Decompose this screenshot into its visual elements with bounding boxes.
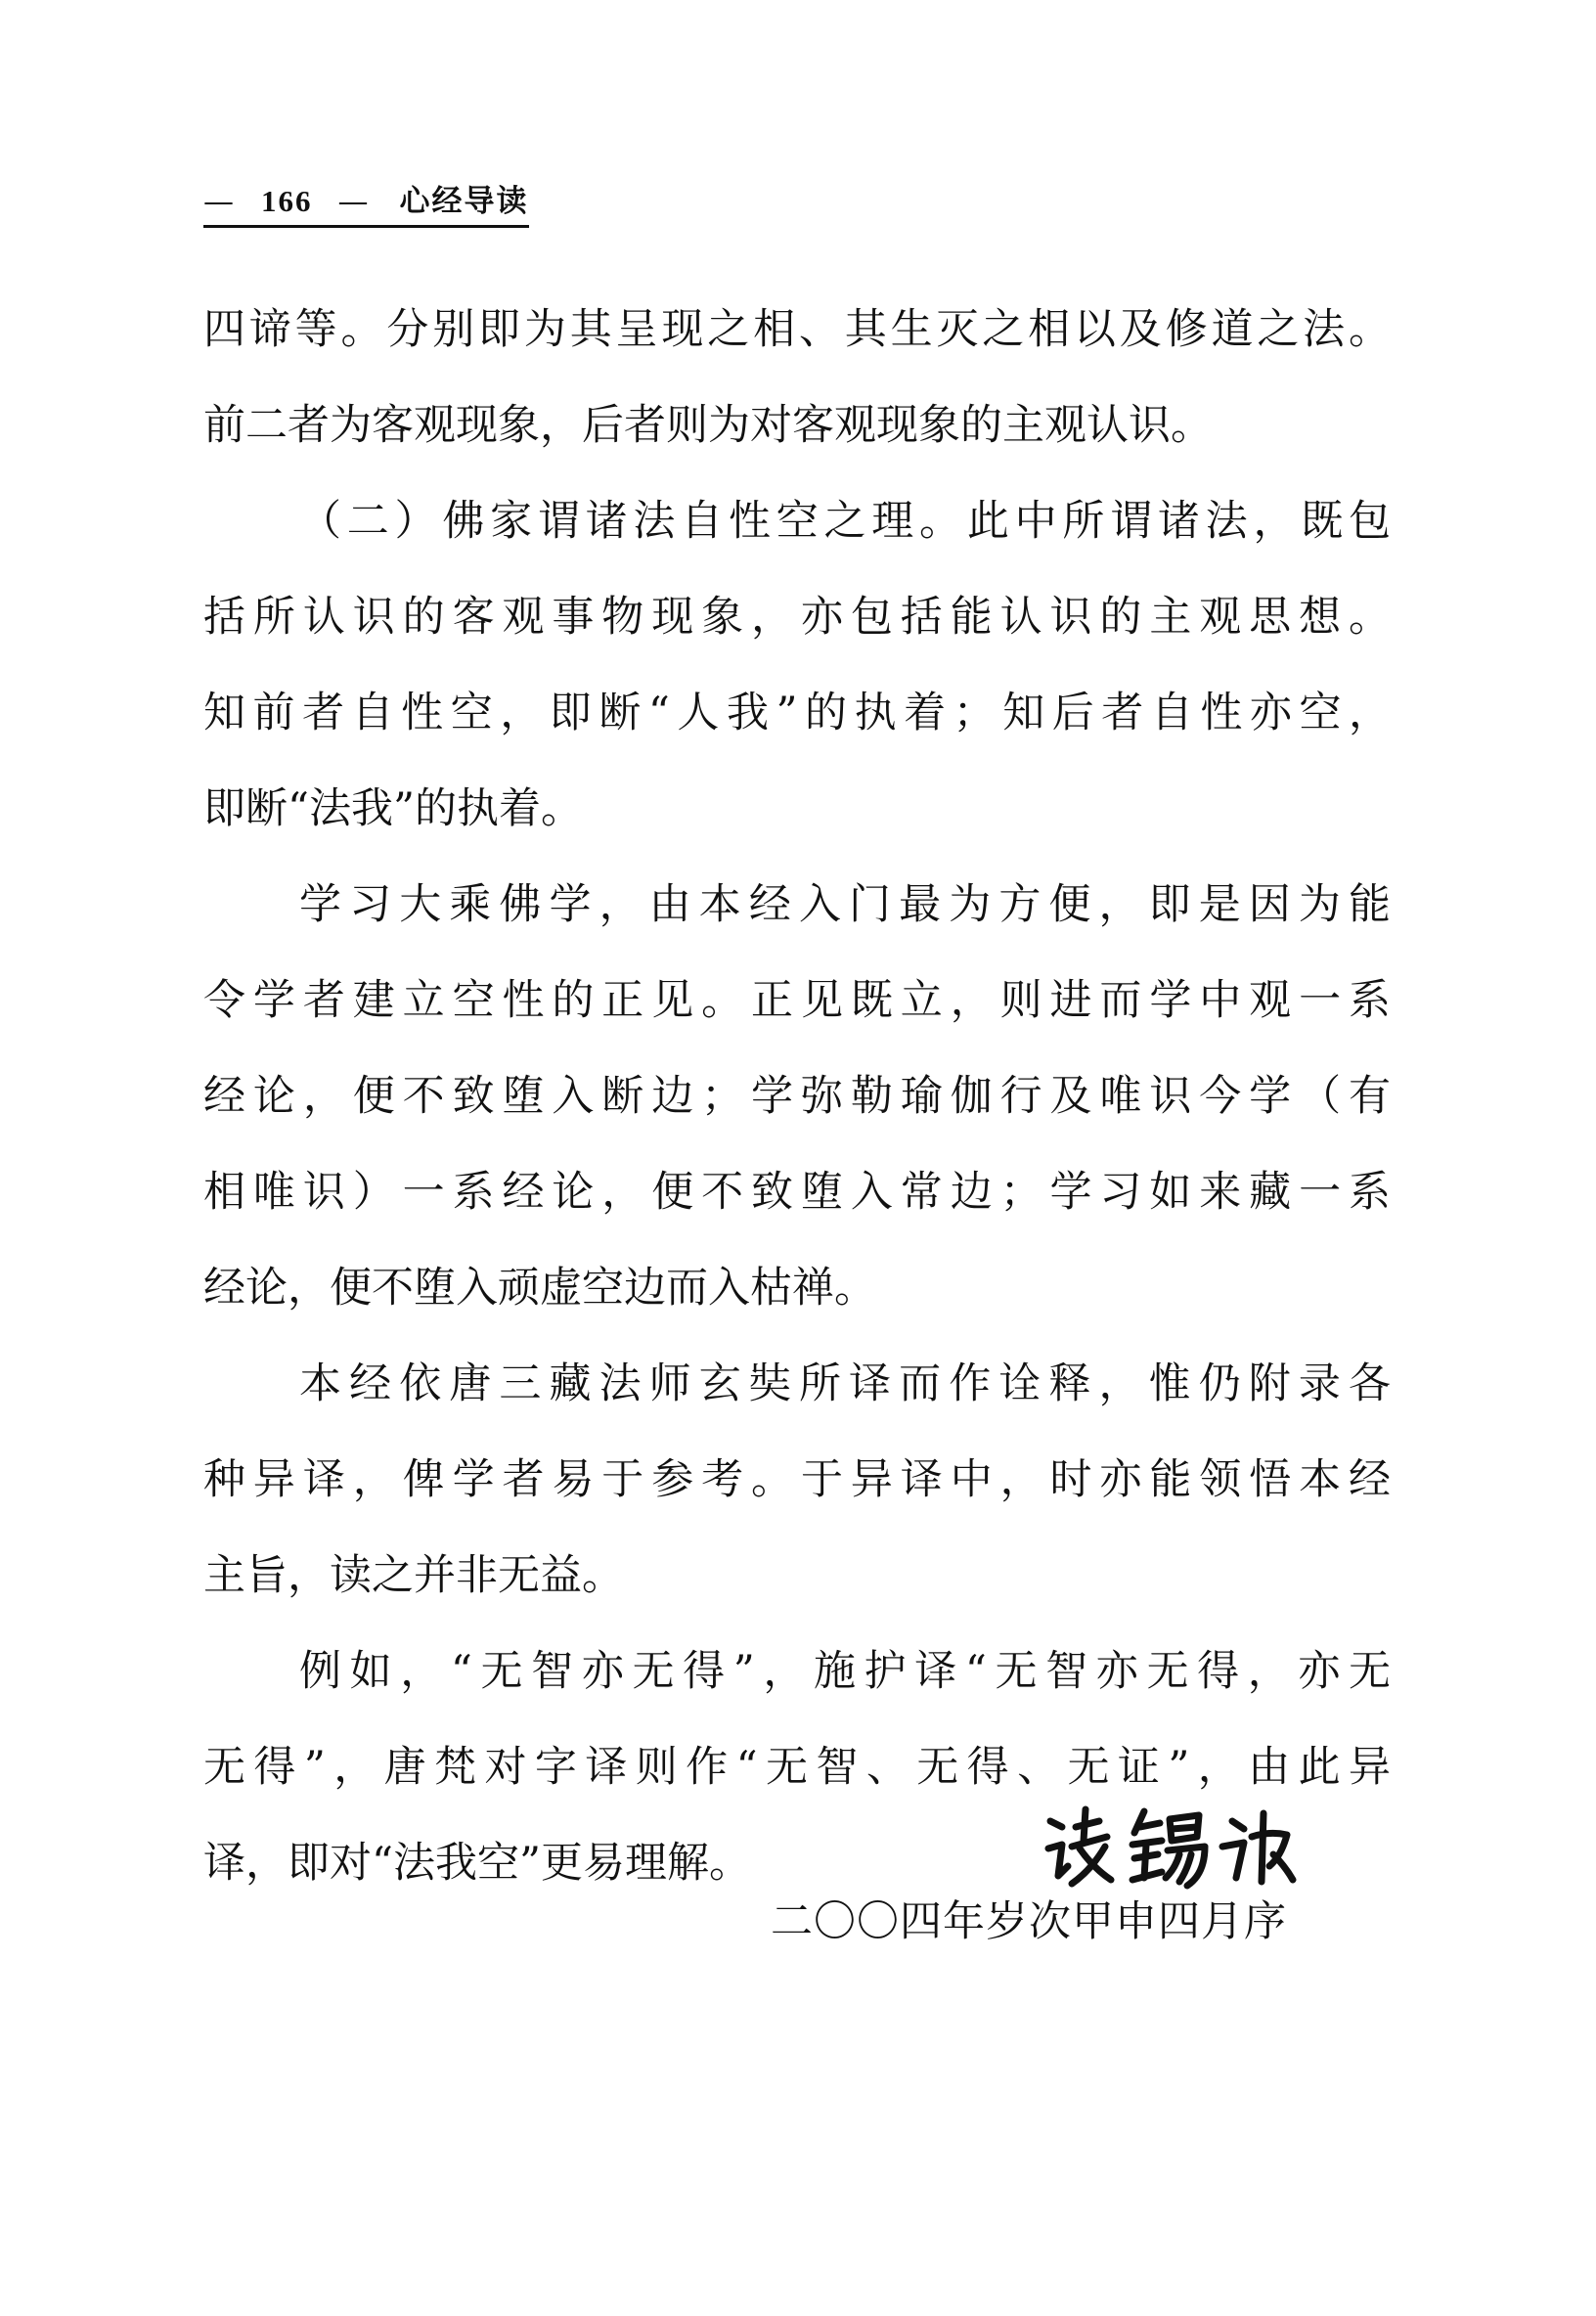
text-line: 译，即对“法我空”更易理解。: [203, 1839, 751, 1888]
preface-date: 二〇〇四年岁次甲申四月序: [771, 1897, 1287, 1946]
text-line: 经论，便不致堕入断边；学弥勒瑜伽行及唯识今学（有: [203, 1072, 1391, 1121]
header-dash-left: —: [203, 184, 236, 219]
text-line: 四谛等。分别即为其呈现之相、其生灭之相以及修道之法。: [203, 305, 1391, 354]
text-line: 知前者自性空，即断“人我”的执着；知后者自性亦空，: [203, 689, 1391, 737]
text-line: 令学者建立空性的正见。正见既立，则进而学中观一系: [203, 976, 1391, 1025]
text-line: 经论，便不堕入顽虚空边而入枯禅。: [203, 1264, 876, 1313]
header-dash-right: —: [337, 184, 371, 219]
text-line: 学习大乘佛学，由本经入门最为方便，即是因为能: [299, 880, 1391, 929]
text-line: 种异译，俾学者易于参考。于异译中，时亦能领悟本经: [203, 1455, 1391, 1504]
text-line: 例如，“无智亦无得”，施护译“无智亦无得，亦无: [299, 1647, 1391, 1696]
text-line: （二）佛家谓诸法自性空之理。此中所谓诸法，既包: [299, 497, 1391, 546]
text-line: 即断“法我”的执着。: [203, 784, 583, 833]
page-header: [203, 182, 529, 228]
text-line: 无得”，唐梵对字译则作“无智、无得、无证”，由此异: [203, 1743, 1391, 1792]
text-line: 主旨，读之并非无益。: [203, 1551, 624, 1600]
book-title: 心经导读: [399, 184, 529, 219]
text-line: 前二者为客观现象，后者则为对客观现象的主观认识。: [203, 401, 1213, 450]
text-line: 本经依唐三藏法师玄奘所译而作诠释，惟仍附录各: [299, 1359, 1391, 1408]
body-text: [203, 282, 1391, 1911]
text-line: 括所认识的客观事物现象，亦包括能认识的主观思想。: [203, 593, 1391, 642]
page-number: 166: [261, 184, 313, 218]
handwritten-signature: [1042, 1798, 1299, 1892]
text-line: 相唯识）一系经论，便不致堕入常边；学习如来藏一系: [203, 1168, 1391, 1217]
